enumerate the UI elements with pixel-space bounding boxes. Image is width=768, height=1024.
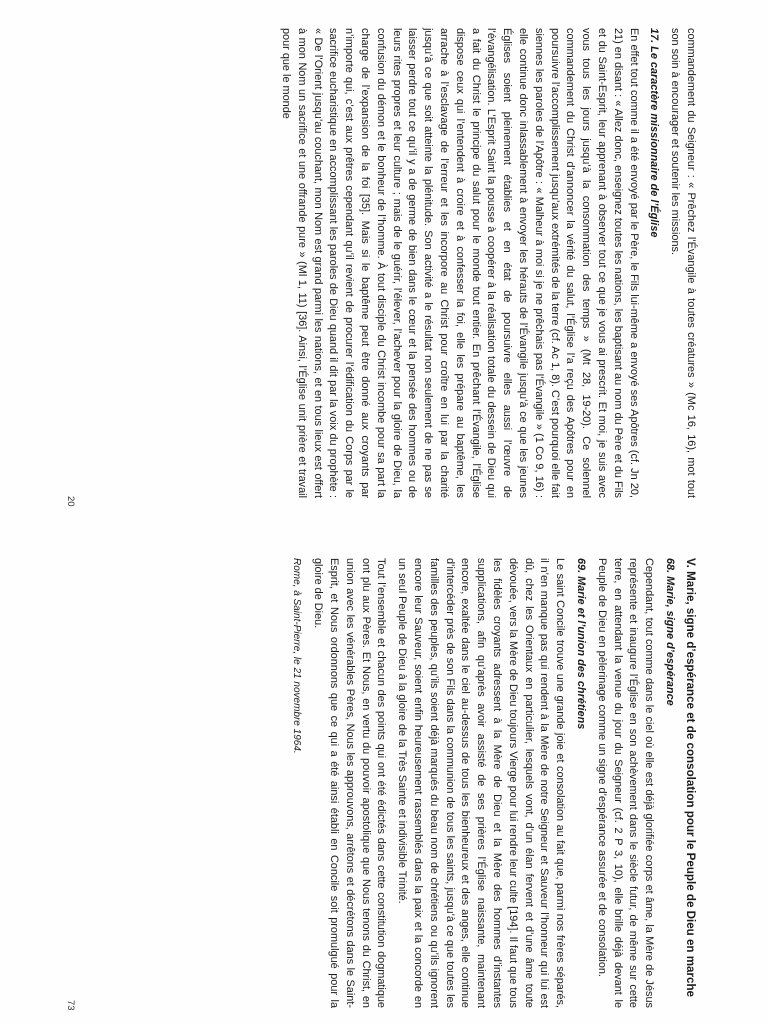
closing-paragraph: Tout l’ensemble et chacun des points qui ont été édictés dans cette constitution dogmatique ont plu aux Pères. Et Nous, en vertu du pouvoir apostolique que Nous tenons du Christ, en union avec les vénérables Pères, Nous les approuvons, arrêtons et décrétons dans le Saint-Esprit, et Nous ordonnons que ce qui a été ainsi établi en Concile soit promulgué pour la gloire de Dieu. — [312, 558, 388, 1008]
page-number-right: 73 — [65, 1000, 76, 1011]
chapter-title: V. Marie, signe d’espérance et de consolation pour le Peuple de Dieu en marche — [684, 558, 697, 997]
dateline: Rome, à Saint-Pierre, le 21 novembre 1964. — [291, 558, 303, 754]
right-page — [0, 512, 768, 1024]
right-text-column — [284, 558, 698, 1008]
section-heading-17: 17. Le caractère missionnaire de l’Église — [648, 28, 661, 238]
intro-paragraph: commandement du Seigneur : « Prêchez l’Évangile à toutes créatures » (Mc 16, 16), mot tout son soin à encourager et soutenir les missions. — [669, 28, 697, 498]
page-number-left: 20 — [65, 496, 76, 507]
section-heading-69: 69. Marie et l’union des chrétiens — [575, 558, 588, 730]
paragraph-17: En effet tout comme il a été envoyé par le Père, le Fils lui-même a envoyé ses Apôtres (cf. Jn 20, 21) en disant : « Allez donc, enseignez toutes les nations, les baptisant au nom du Père et du Fils et du Saint-Esprit, leur apprenant à observer tout ce que je vous ai prescrit. Et moi, je suis avec vous tous les jours jusqu’à la consommation des temps » (Mt 28, 19-20). Ce solennel commandement du Christ d’annoncer la vérité du salut, l’Église l’a reçu des Apôtres pour en poursuivre l’accomplissement jusqu’aux extrémités de la terre (cf. Ac 1, 8). C’est pourquoi elle fait siennes les paroles de l’Apôtre : « Malheur à moi si je ne prêchais pas l’Évangile » (1 Co 9, 16) : elle continue donc inlassablement à envoyer les hérauts de l’Évangile jusqu’à ce que les jeunes Églises soient pleinement établies et en état de poursuivre elles aussi l’œuvre de l’évangélisation. L’Esprit Saint la pousse à coopérer à la réalisation totale du dessein de Dieu qui a fait du Christ le principe du salut pour le monde tout entier. En prêchant l’Évangile, l’Église dispose ceux qui l’entendent à croire et à confesser la foi, elle les prépare au baptême, les arrache à l’esclavage de l’erreur et les incorpore au Christ pour croître en lui par la charité jusqu’à ce que soit atteinte la plénitude. Son activité a le résultat non seulement de ne pas se laisser perdre tout ce qu’il y a de germe de bien dans le cœur et la pensée des hommes ou de leurs rites propres et leur culture ; mais de le guérir, l’élever, l’achever pour la gloire de Dieu, la confusion du démon et le bonheur de l’homme. À tout disciple du Christ incombe pour sa part la charge de l’expansion de la foi [35]. Mais si le baptême peut être donné aux croyants par n’importe qui, c’est aux prêtres cependant qu’il revient de procurer l’édification du Corps par le sacrifice eucharistique en accomplissant les paroles de Dieu quand il dit par la voix du prophète : « De l’Orient jusqu’au couchant, mon Nom est grand parmi les nations, et en tous lieux est offert à mon Nom un sacrifice et une offrande pure » (Ml 1, 11) [36]. Ainsi, l’Église unit prière et travail pour que le monde — [280, 28, 640, 498]
section-heading-68: 68. Marie, signe d’espérance — [664, 558, 676, 706]
paragraph-68: Cependant, tout comme dans le ciel où elle est déjà glorifiée corps et âme, la Mère de Jésus représente et inaugure l’Église en son achèvement dans le siècle futur, de même sur cette terre, en attendant la venue du jour du Seigneur (cf. 2 P 3, 10), elle brille déjà devant le Peuple de Dieu en pèlerinage comme un signe d’espérance assurée et de consolation. — [595, 558, 656, 1008]
left-text-column — [272, 28, 698, 498]
paragraph-69: Le saint Concile trouve une grande joie et consolation au fait que, parmi nos frères séparés, il n’en manque pas qui rendent à la Mère de notre Seigneur et Sauveur l’honneur qui lui est dû, chez les Orientaux en particulier, lesquels vont, d’un élan fervent et d’une âme toute dévouée, vers la Mère de Dieu toujours Vierge pour lui rendre leur culte [194]. Il faut que tous les fidèles croyants adressent à la Mère de Dieu et la Mère des hommes d’instantes supplications, afin qu’après avoir assisté de ses prières l’Église naissante, maintenant encore, exaltée dans le ciel au-dessus de tous les bienheureux et des anges, elle continue d’intercéder près de son Fils dans la communion de tous les saints, jusqu’à ce que toutes les familles des peuples, qu’ils soient déjà marqués du beau nom de chrétiens ou qu’ils ignorent encore leur Sauveur, soient enfin heureusement rassemblés dans la paix et la concorde en un seul Peuple de Dieu à la gloire de la Très Sainte et indivisible Trinité. — [396, 558, 567, 1008]
